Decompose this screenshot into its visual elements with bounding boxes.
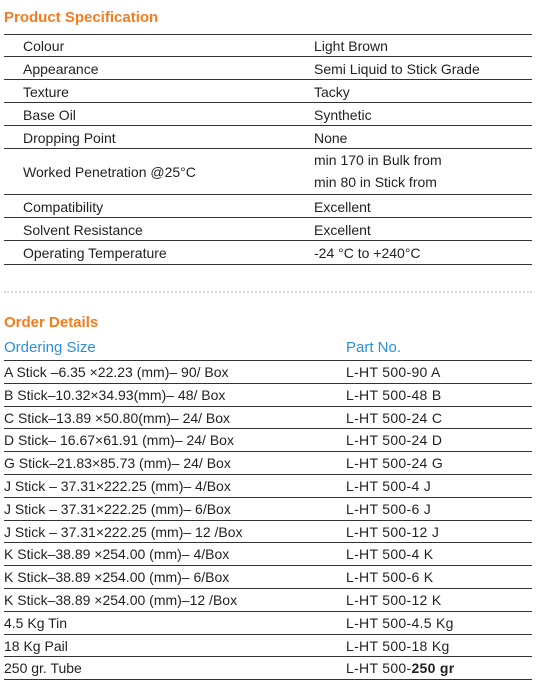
spec-value: Synthetic (314, 107, 372, 123)
spec-label: Compatibility (23, 199, 104, 215)
order-row (4, 429, 532, 452)
ordering-size: K Stick–38.89 ×254.00 (mm)– 6/Box (4, 569, 230, 586)
part-number: L-HT 500-48 B (346, 386, 442, 403)
order-row (4, 589, 532, 612)
part-number-bold-suffix: 250 gr (411, 660, 455, 677)
order-row (4, 361, 532, 384)
order-row (4, 498, 532, 521)
order-row (4, 407, 532, 430)
ordering-size: A Stick –6.35 ×22.23 (mm)– 90/ Box (4, 364, 229, 380)
spec-row-dropping-point (4, 126, 532, 149)
part-number: L-HT 500-6 K (346, 569, 434, 586)
part-number: L-HT 500-4 J (346, 477, 432, 494)
ordering-size: K Stick–38.89 ×254.00 (mm)–12 /Box (4, 591, 238, 608)
ordering-size: J Stick – 37.31×222.25 (mm)– 4/Box (4, 477, 231, 494)
order-row (4, 635, 532, 658)
part-number: L-HT 500-12 K (346, 591, 442, 608)
spec-value: min 170 in Bulk from (314, 152, 442, 168)
part-number: L-HT 500-24 C (346, 409, 443, 426)
part-number: L-HT 500-90 A (346, 364, 441, 380)
spec-value: Excellent (314, 199, 371, 215)
order-row (4, 452, 532, 475)
ordering-size: K Stick–38.89 ×254.00 (mm)– 4/Box (4, 546, 230, 563)
part-number (346, 660, 455, 676)
spec-row-compatibility (4, 195, 532, 218)
spec-label: Solvent Resistance (23, 222, 143, 238)
ordering-size: D Stick– 16.67×61.91 (mm)– 24/ Box (4, 432, 234, 449)
ordering-size: J Stick – 37.31×222.25 (mm)– 6/Box (4, 500, 231, 517)
order-row (4, 612, 532, 635)
spec-row-appearance (4, 57, 532, 80)
spec-value: None (314, 130, 348, 146)
spec-label: Texture (23, 84, 69, 100)
spec-row-operating-temperature (4, 241, 532, 265)
order-table-header (4, 338, 532, 360)
spec-label: Base Oil (23, 107, 76, 123)
ordering-size: J Stick – 37.31×222.25 (mm)– 12 /Box (4, 523, 243, 540)
ordering-size: 4.5 Kg Tin (4, 614, 68, 631)
spec-label: Appearance (23, 61, 99, 77)
order-row (4, 384, 532, 407)
spec-row-solvent-resistance (4, 218, 532, 241)
product-specification-title: Product Specification (4, 9, 159, 26)
spec-label: Dropping Point (23, 130, 116, 146)
order-details-table (4, 360, 532, 680)
order-details-title: Order Details (4, 314, 99, 331)
ordering-size: B Stick–10.32×34.93(mm)– 48/ Box (4, 386, 226, 403)
order-row (4, 566, 532, 589)
dotted-divider (4, 291, 532, 293)
part-number: L-HT 500-6 J (346, 500, 432, 517)
ordering-size-header: Ordering Size (4, 339, 96, 356)
spec-row-texture (4, 80, 532, 103)
spec-row-colour (4, 34, 532, 57)
order-row (4, 475, 532, 498)
spec-value-secondary: min 80 in Stick from (314, 174, 437, 190)
order-row (4, 521, 532, 544)
spec-row-base-oil (4, 103, 532, 126)
spec-value: Semi Liquid to Stick Grade (314, 61, 480, 77)
spec-value: Tacky (314, 84, 350, 100)
spec-value: -24 °C to +240°C (314, 245, 421, 261)
spec-row-worked-penetration (4, 149, 532, 195)
part-number: L-HT 500-12 J (346, 523, 440, 540)
part-number: L-HT 500-24 D (346, 432, 443, 449)
spec-label: Worked Penetration @25°C (23, 164, 196, 180)
part-number: L-HT 500-24 G (346, 455, 444, 472)
spec-label: Operating Temperature (23, 245, 167, 261)
spec-value: Light Brown (314, 38, 388, 54)
ordering-size: G Stick–21.83×85.73 (mm)– 24/ Box (4, 455, 231, 472)
part-number: L-HT 500-4 K (346, 546, 434, 563)
order-row (4, 543, 532, 566)
part-no-header: Part No. (346, 339, 402, 356)
spec-label: Colour (23, 38, 65, 54)
ordering-size: 250 gr. Tube (4, 660, 82, 677)
product-specification-table (4, 34, 532, 265)
part-number: L-HT 500-18 Kg (346, 637, 450, 654)
ordering-size: C Stick–13.89 ×50.80(mm)– 24/ Box (4, 409, 231, 426)
part-number-prefix: L-HT 500- (346, 660, 412, 677)
ordering-size: 18 Kg Pail (4, 637, 68, 654)
spec-value: Excellent (314, 222, 371, 238)
part-number: L-HT 500-4.5 Kg (346, 614, 454, 631)
